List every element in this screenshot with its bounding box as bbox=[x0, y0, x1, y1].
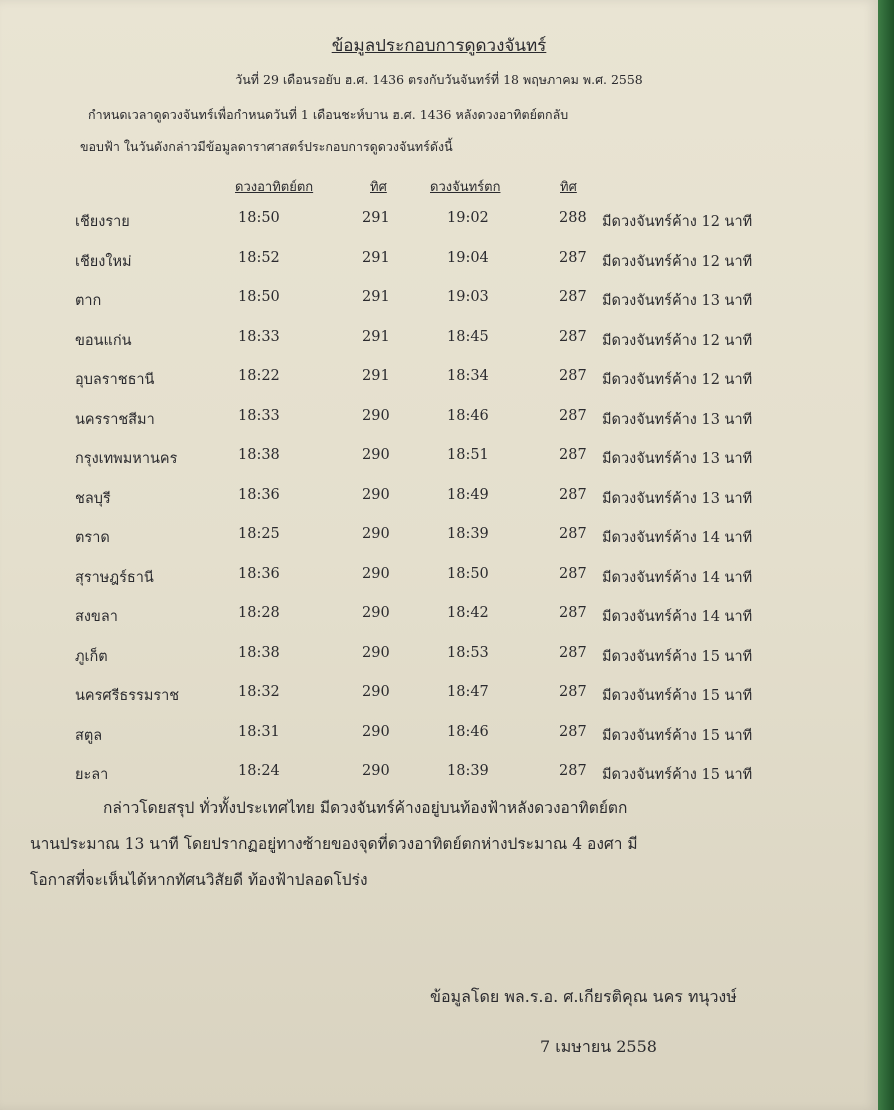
sunset-direction-cell: 291 bbox=[362, 328, 390, 345]
moonset-direction-cell: 287 bbox=[559, 328, 587, 345]
province-cell: เชียงใหม่ bbox=[75, 253, 132, 270]
sunset-direction-cell: 291 bbox=[362, 289, 390, 305]
sunset-direction-cell: 290 bbox=[362, 763, 390, 779]
sunset-direction-cell: 290 bbox=[362, 526, 390, 542]
moon-lag-note-cell: มีดวงจันทร์ค้าง 12 นาที bbox=[602, 214, 753, 230]
moonset-direction-cell: 287 bbox=[559, 723, 587, 740]
moon-lag-note-cell: มีดวงจันทร์ค้าง 15 นาที bbox=[602, 767, 753, 783]
sunset-time-cell: 18:22 bbox=[238, 368, 280, 384]
moon-lag-note-cell: มีดวงจันทร์ค้าง 13 นาที bbox=[602, 411, 753, 428]
summary-line-3: โอกาสที่จะเห็นได้หากทัศนวิสัยดี ท้องฟ้าปลอดโปร่ง bbox=[30, 871, 368, 889]
sunset-direction-cell: 290 bbox=[362, 565, 390, 582]
sunset-time-cell: 18:38 bbox=[238, 447, 280, 463]
moonset-time-cell: 18:49 bbox=[447, 486, 489, 503]
header-direction-moonset: ทิศ bbox=[560, 180, 577, 195]
moonset-time-cell: 18:47 bbox=[447, 684, 489, 700]
province-cell: เชียงราย bbox=[75, 214, 130, 230]
table-row bbox=[0, 358, 878, 398]
moon-lag-note-cell: มีดวงจันทร์ค้าง 14 นาที bbox=[602, 609, 753, 625]
province-cell: ตราด bbox=[75, 530, 110, 546]
province-cell: อุบลราชธานี bbox=[75, 372, 155, 388]
moonset-direction-cell: 287 bbox=[559, 684, 587, 700]
moonset-time-cell: 18:46 bbox=[447, 723, 489, 740]
table-row bbox=[0, 556, 878, 596]
sunset-time-cell: 18:28 bbox=[238, 605, 280, 621]
province-cell: กรุงเทพมหานคร bbox=[75, 451, 178, 467]
moon-lag-note-cell: มีดวงจันทร์ค้าง 12 นาที bbox=[602, 332, 753, 349]
header-direction-sunset: ทิศ bbox=[370, 180, 387, 195]
sunset-time-cell: 18:25 bbox=[238, 526, 280, 542]
sunset-direction-cell: 290 bbox=[362, 723, 390, 740]
intro-line-1: วันที่ 29 เดือนรอยับ ฮ.ศ. 1436 ตรงกับวันจันทร์ที่ 18 พฤษภาคม พ.ศ. 2558 bbox=[235, 72, 643, 87]
moon-lag-note-cell: มีดวงจันทร์ค้าง 15 นาที bbox=[602, 688, 753, 704]
province-cell: สตูล bbox=[75, 727, 103, 744]
moon-lag-note-cell: มีดวงจันทร์ค้าง 15 นาที bbox=[602, 648, 753, 665]
intro-line-3: ขอบฟ้า ในวันดังกล่าวมีข้อมูลดาราศาสตร์ประกอบการดูดวงจันทร์ดังนี้ bbox=[80, 139, 453, 154]
moonset-time-cell: 18:39 bbox=[447, 763, 489, 779]
moonset-direction-cell: 287 bbox=[559, 447, 587, 463]
province-cell: สุราษฎร์ธานี bbox=[75, 569, 154, 586]
sunset-direction-cell: 290 bbox=[362, 605, 390, 621]
moonset-direction-cell: 287 bbox=[559, 368, 587, 384]
moonset-time-cell: 18:39 bbox=[447, 526, 489, 542]
moon-lag-note-cell: มีดวงจันทร์ค้าง 12 นาที bbox=[602, 253, 753, 270]
moon-lag-note-cell: มีดวงจันทร์ค้าง 13 นาที bbox=[602, 451, 753, 467]
moon-lag-note-cell: มีดวงจันทร์ค้าง 14 นาที bbox=[602, 569, 753, 586]
summary bbox=[30, 790, 850, 898]
moonset-direction-cell: 287 bbox=[559, 763, 587, 779]
moonset-direction-cell: 287 bbox=[559, 407, 587, 424]
table-row bbox=[0, 516, 878, 556]
sunset-direction-cell: 291 bbox=[362, 368, 390, 384]
table-row bbox=[0, 477, 878, 517]
header-moonset: ดวงจันทร์ตก bbox=[430, 180, 501, 195]
sunset-time-cell: 18:50 bbox=[238, 289, 280, 305]
sunset-direction-cell: 291 bbox=[362, 249, 390, 266]
table-row bbox=[0, 319, 878, 359]
table-row bbox=[0, 595, 878, 635]
province-cell: นครราชสีมา bbox=[75, 411, 155, 428]
moonset-time-cell: 19:03 bbox=[447, 289, 489, 305]
moonset-time-cell: 18:42 bbox=[447, 605, 489, 621]
moonset-direction-cell: 287 bbox=[559, 605, 587, 621]
sunset-direction-cell: 291 bbox=[362, 210, 390, 226]
sunset-time-cell: 18:50 bbox=[238, 210, 280, 226]
sunset-direction-cell: 290 bbox=[362, 407, 390, 424]
sunset-time-cell: 18:31 bbox=[238, 723, 280, 740]
moonset-direction-cell: 287 bbox=[559, 644, 587, 661]
moon-lag-note-cell: มีดวงจันทร์ค้าง 14 นาที bbox=[602, 530, 753, 546]
sunset-direction-cell: 290 bbox=[362, 447, 390, 463]
header-sunset: ดวงอาทิตย์ตก bbox=[235, 180, 314, 195]
sunset-time-cell: 18:32 bbox=[238, 684, 280, 700]
province-cell: ภูเก็ต bbox=[75, 648, 108, 665]
sunset-direction-cell: 290 bbox=[362, 486, 390, 503]
province-cell: ชลบุรี bbox=[75, 490, 111, 507]
table-row bbox=[0, 398, 878, 438]
moonset-direction-cell: 287 bbox=[559, 526, 587, 542]
moonset-direction-cell: 287 bbox=[559, 486, 587, 503]
province-cell: นครศรีธรรมราช bbox=[75, 688, 180, 704]
sunset-direction-cell: 290 bbox=[362, 644, 390, 661]
moonset-direction-cell: 288 bbox=[559, 210, 587, 226]
sunset-time-cell: 18:38 bbox=[238, 644, 280, 661]
summary-line-1: กล่าวโดยสรุป ทั่วทั้งประเทศไทย มีดวงจันทร์ค้างอยู่บนท้องฟ้าหลังดวงอาทิตย์ตก bbox=[103, 799, 628, 817]
summary-line-2: นานประมาณ 13 นาที โดยปรากฏอยู่ทางซ้ายของจุดที่ดวงอาทิตย์ตกห่างประมาณ 4 องศา มี bbox=[30, 835, 638, 853]
table-row bbox=[0, 635, 878, 675]
moon-lag-note-cell: มีดวงจันทร์ค้าง 13 นาที bbox=[602, 490, 753, 507]
moon-table bbox=[0, 200, 878, 793]
sunset-time-cell: 18:36 bbox=[238, 565, 280, 582]
moonset-time-cell: 18:45 bbox=[447, 328, 489, 345]
moonset-time-cell: 18:51 bbox=[447, 447, 489, 463]
moonset-time-cell: 18:53 bbox=[447, 644, 489, 661]
sunset-time-cell: 18:33 bbox=[238, 407, 280, 424]
sunset-time-cell: 18:36 bbox=[238, 486, 280, 503]
moon-lag-note-cell: มีดวงจันทร์ค้าง 13 นาที bbox=[602, 293, 753, 309]
province-cell: สงขลา bbox=[75, 609, 118, 625]
moonset-direction-cell: 287 bbox=[559, 249, 587, 266]
table-row bbox=[0, 714, 878, 754]
province-cell: ตาก bbox=[75, 293, 102, 309]
moonset-time-cell: 19:02 bbox=[447, 210, 489, 226]
moon-lag-note-cell: มีดวงจันทร์ค้าง 15 นาที bbox=[602, 727, 753, 744]
moonset-time-cell: 19:04 bbox=[447, 249, 489, 266]
signature-line: ข้อมูลโดย พล.ร.อ. ศ.เกียรติคุณ นคร ทนุวงษ์ bbox=[430, 987, 737, 1006]
province-cell: ขอนแก่น bbox=[75, 332, 132, 349]
moonset-time-cell: 18:46 bbox=[447, 407, 489, 424]
sunset-time-cell: 18:24 bbox=[238, 763, 280, 779]
table-row bbox=[0, 437, 878, 477]
moonset-time-cell: 18:50 bbox=[447, 565, 489, 582]
province-cell: ยะลา bbox=[75, 767, 109, 783]
intro-line-2: กำหนดเวลาดูดวงจันทร์เพื่อกำหนดวันที่ 1 เดือนชะห์บาน ฮ.ศ. 1436 หลังดวงอาทิตย์ตกลับ bbox=[88, 107, 569, 122]
moonset-direction-cell: 287 bbox=[559, 289, 587, 305]
table-row bbox=[0, 240, 878, 280]
moonset-direction-cell: 287 bbox=[559, 565, 587, 582]
document-date: 7 เมษายน 2558 bbox=[540, 1037, 657, 1056]
sunset-time-cell: 18:33 bbox=[238, 328, 280, 345]
sunset-direction-cell: 290 bbox=[362, 684, 390, 700]
table-row bbox=[0, 279, 878, 319]
moon-lag-note-cell: มีดวงจันทร์ค้าง 12 นาที bbox=[602, 372, 753, 388]
table-row bbox=[0, 753, 878, 793]
table-row bbox=[0, 200, 878, 240]
sunset-time-cell: 18:52 bbox=[238, 249, 280, 266]
document-title: ข้อมูลประกอบการดูดวงจันทร์ bbox=[331, 36, 547, 56]
table-row bbox=[0, 674, 878, 714]
moonset-time-cell: 18:34 bbox=[447, 368, 489, 384]
green-background-edge bbox=[878, 0, 894, 1110]
